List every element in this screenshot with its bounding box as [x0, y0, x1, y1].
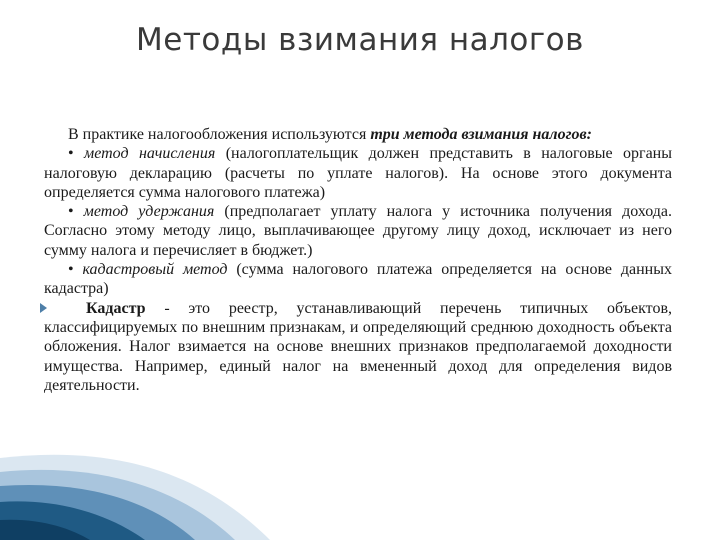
method-description: (сумма налогового платежа определяется на основе данных кадастра) [44, 261, 672, 298]
cadastre-text: - это реестр, устанавливающий перечень типичных объектов, классифицируемых по внешним признакам, и определяющий среднюю доходность объекта обложения. Налог взимается на основе внешних признаков предполагаемой доходности имущества. Например, единый налог на вмененный доход для определения видов деятельности. [44, 299, 672, 394]
method-name: метод удержания [83, 203, 215, 221]
method-description: (налогоплательщик должен представить в налоговые органы налоговую декларацию (расчеты по уплате налогов). На основе этого документа определяется сумма налогового платежа) [44, 145, 672, 201]
cadastre-term: Кадастр [86, 299, 146, 317]
method-name: кадастровый метод [82, 261, 228, 279]
intro-lead: В практике налогообложения используются [68, 126, 371, 143]
method-description: (предполагает уплату налога у источника получения дохода. Согласно этому методу лицо, выплачивающее другому лицу доход, исключает из него сумму налога и перечисляет в бюджет.) [44, 203, 672, 259]
cadastre-paragraph [44, 299, 672, 395]
intro-paragraph [44, 125, 672, 144]
intro-emphasis: три метода взимания налогов: [370, 126, 593, 143]
method-item-withholding: • метод удержания (предполагает уплату налога у источника получения дохода. Согласно этому методу лицо, выплачивающее другому лицу доход, исключает из него сумму налога и перечисляет в бюджет.) [44, 203, 672, 259]
page-title: Методы взимания налогов [136, 22, 584, 58]
arrow-bullet-icon [40, 303, 47, 313]
method-name: метод начисления [84, 145, 216, 163]
method-item-accrual: • метод начисления (налогоплательщик должен представить в налоговые органы налоговую декларацию (расчеты по уплате налогов). На основе этого документа определяется сумма налогового платежа) [44, 145, 672, 201]
content-body [44, 125, 672, 395]
method-item-cadastral: • кадастровый метод (сумма налогового платежа определяется на основе данных кадастра) [44, 261, 672, 298]
